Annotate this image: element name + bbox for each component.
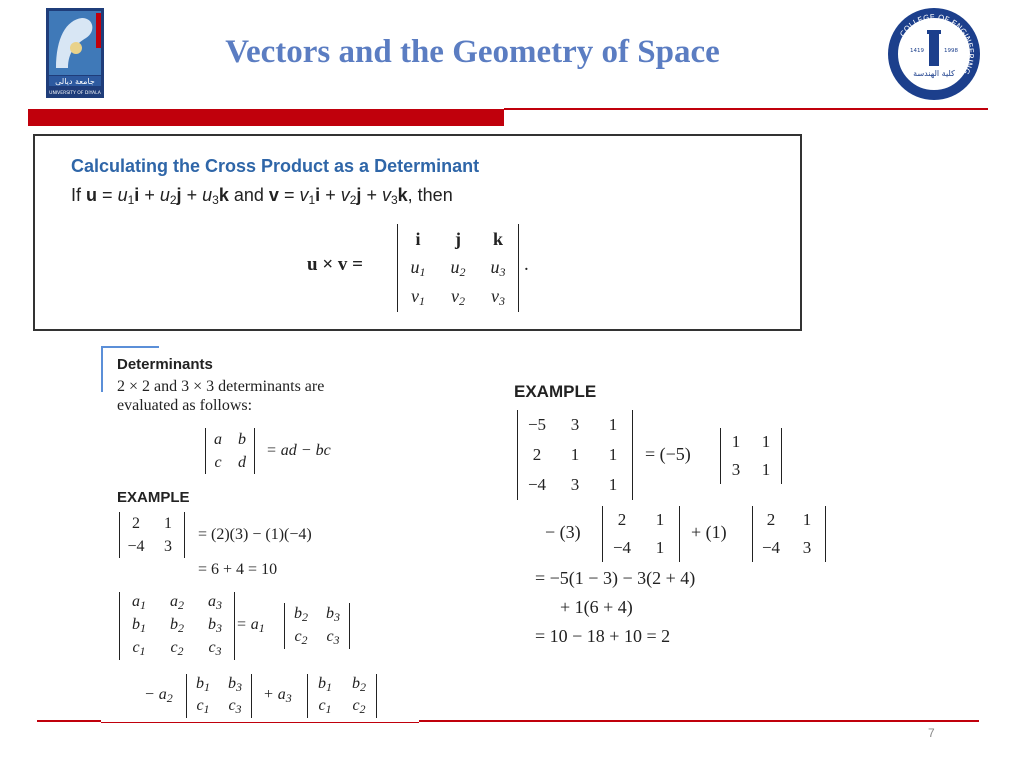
determinant-example-matrix: [119, 512, 185, 558]
matrix-cell: $v_1$: [411, 286, 425, 308]
matrix-cell: 1: [802, 510, 812, 529]
matrix-cell: 1: [655, 510, 665, 529]
svg-text:1419: 1419: [910, 48, 924, 54]
matrix-cell: j: [455, 228, 461, 249]
matrix-cell: 3: [164, 537, 172, 555]
determinant-minor-3: [307, 674, 377, 718]
matrix-cell: $b_2$: [170, 615, 184, 635]
matrix-cell: 3: [731, 460, 741, 479]
right-example-minor-3: [752, 506, 826, 562]
matrix-cell: $a_2$: [170, 593, 184, 612]
svg-text:COLLEGE OF ENGINEERING: COLLEGE OF ENGINEERING: [898, 12, 976, 76]
matrix-cell: $b_1$: [196, 675, 210, 694]
determinant-minor-2: [186, 674, 252, 718]
matrix-cell: a: [214, 430, 222, 448]
cross-product-lhs: u × v =: [307, 254, 363, 275]
cross-product-period: .: [524, 254, 529, 275]
matrix-cell: $a_3$: [208, 593, 222, 612]
right-example-minor-2: [602, 506, 680, 562]
matrix-cell: $u_1$: [410, 257, 426, 279]
matrix-cell: 1: [731, 432, 741, 451]
determinant-2x2-formula-rhs: = ad − bc: [266, 442, 331, 459]
matrix-cell: $u_3$: [490, 257, 506, 279]
cross-product-matrix: [397, 224, 519, 312]
right-example-line4: + 1(6 + 4): [560, 597, 633, 617]
cross-product-intro: If $u = u_1i + u_2j + u_3k$ and $v = v_1i + v_2j + v_3k$, then: [71, 185, 453, 207]
determinants-heading: Determinants: [117, 356, 213, 373]
determinant-expansion-coef-a2: − $a_2$: [144, 686, 173, 705]
college-of-engineering-seal: [885, 6, 983, 102]
right-example-eq1: = (−5): [645, 444, 691, 464]
right-example-minus3: − (3): [545, 522, 581, 542]
matrix-cell: −4: [127, 537, 145, 555]
matrix-cell: i: [415, 228, 421, 249]
matrix-cell: $b_3$: [228, 675, 242, 694]
svg-text:كلية الهندسة: كلية الهندسة: [913, 69, 955, 78]
matrix-cell: $c_2$: [352, 697, 366, 716]
matrix-cell: −4: [761, 538, 781, 557]
matrix-cell: $b_2$: [294, 604, 308, 624]
determinant-expansion-coef-a3: + $a_3$: [263, 686, 292, 705]
matrix-cell: $b_3$: [208, 615, 222, 635]
matrix-cell: c: [214, 453, 222, 471]
matrix-cell: 1: [164, 514, 172, 532]
matrix-cell: b: [238, 430, 246, 448]
matrix-cell: 1: [761, 432, 771, 451]
matrix-cell: −4: [527, 475, 547, 494]
slide-title: Vectors and the Geometry of Space: [225, 34, 720, 70]
right-example-result: = 10 − 18 + 10 = 2: [535, 626, 671, 646]
determinant-minor-1: [284, 603, 350, 649]
matrix-cell: −5: [527, 415, 547, 434]
matrix-cell: k: [492, 228, 503, 249]
matrix-cell: 1: [570, 445, 580, 464]
matrix-cell: $c_1$: [318, 697, 332, 716]
matrix-cell: −4: [612, 538, 632, 557]
matrix-cell: $v_3$: [491, 286, 505, 308]
matrix-cell: $c_3$: [228, 697, 242, 716]
cross-product-definition-box: [33, 134, 802, 331]
matrix-cell: 2: [617, 510, 627, 529]
matrix-cell: 1: [608, 445, 618, 464]
determinant-2x2-formula-matrix: [205, 428, 255, 474]
matrix-cell: $a_1$: [132, 593, 146, 612]
matrix-cell: 1: [761, 460, 771, 479]
footer-divider-middle: [101, 722, 419, 723]
matrix-cell: d: [238, 453, 246, 471]
page-number: 7: [928, 726, 935, 740]
matrix-cell: 2: [766, 510, 776, 529]
right-example-minor-1: [720, 428, 782, 484]
matrix-cell: 1: [608, 475, 618, 494]
matrix-cell: 3: [802, 538, 812, 557]
matrix-cell: 3: [570, 415, 580, 434]
determinant-example-step2: = 6 + 4 = 10: [198, 561, 278, 578]
matrix-cell: 2: [132, 514, 140, 532]
matrix-cell: $b_3$: [326, 604, 340, 624]
determinant-expansion-coef-a1: = $a_1$: [236, 616, 265, 635]
determinant-3x3-general-matrix: [119, 592, 235, 660]
right-example-matrix: [517, 410, 633, 500]
right-example-heading: EXAMPLE: [514, 382, 597, 401]
svg-text:1998: 1998: [944, 48, 958, 54]
matrix-cell: $c_3$: [208, 638, 222, 658]
matrix-cell: $u_2$: [450, 257, 466, 279]
determinants-description-line2: evaluated as follows:: [117, 397, 253, 414]
right-example-line3: = −5(1 − 3) − 3(2 + 4): [535, 568, 696, 588]
matrix-cell: $v_2$: [451, 286, 465, 308]
footer-divider-right: [419, 720, 979, 722]
cross-product-heading: Calculating the Cross Product as a Determinant: [71, 156, 480, 176]
header-divider-thin: [504, 108, 988, 110]
footer-divider-left: [37, 720, 101, 722]
svg-text:جامعة ديالى: جامعة ديالى: [55, 77, 95, 86]
right-example-plus1: + (1): [691, 522, 727, 542]
matrix-cell: $c_1$: [132, 638, 146, 658]
matrix-cell: $b_1$: [132, 615, 146, 635]
determinants-description-line1: 2 × 2 and 3 × 3 determinants are: [117, 378, 325, 395]
svg-text:UNIVERSITY OF DIYALA: UNIVERSITY OF DIYALA: [49, 91, 101, 96]
matrix-cell: 3: [570, 475, 580, 494]
matrix-cell: $b_2$: [352, 675, 366, 694]
matrix-cell: 1: [608, 415, 618, 434]
matrix-cell: 2: [532, 445, 542, 464]
matrix-cell: $c_2$: [294, 627, 308, 647]
matrix-cell: $c_1$: [196, 697, 210, 716]
matrix-cell: $b_1$: [318, 675, 332, 694]
determinant-example-step1: = (2)(3) − (1)(−4): [198, 526, 312, 543]
matrix-cell: $c_3$: [326, 627, 340, 647]
matrix-cell: 1: [655, 538, 665, 557]
determinants-example-heading: EXAMPLE: [117, 489, 190, 506]
header-divider-thick: [28, 109, 504, 126]
matrix-cell: $c_2$: [170, 638, 184, 658]
